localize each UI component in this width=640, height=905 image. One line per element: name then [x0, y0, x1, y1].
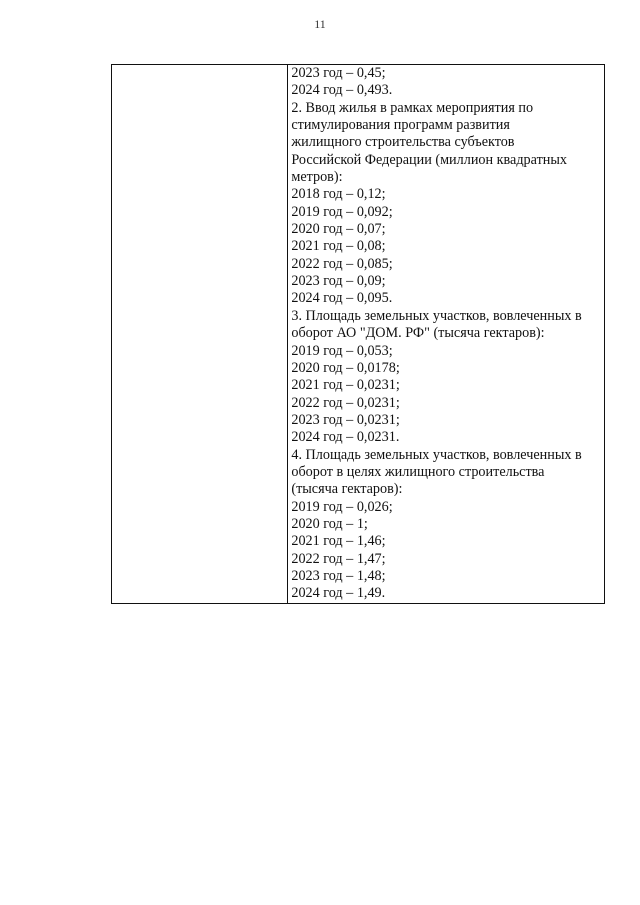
table-text-line: 2024 год – 0,493. — [291, 82, 393, 99]
table-text-line: 2024 год – 0,095. — [291, 290, 393, 307]
table-text-line: 2022 год – 0,085; — [291, 255, 393, 272]
table-cell-right — [288, 65, 605, 604]
table-text-line: 2024 год – 0,0231. — [291, 429, 400, 446]
table-text-line: 2024 год – 1,49. — [291, 585, 386, 602]
indicator-table — [111, 64, 605, 604]
table-text-line: 2019 год – 0,026; — [291, 498, 393, 515]
table-text-line: 3. Площадь земельных участков, вовлеченных в — [291, 307, 582, 324]
table-text-line: 2023 год – 0,45; — [291, 65, 386, 81]
table-text-line: 2023 год – 1,48; — [291, 567, 386, 584]
table-text-line: 2019 год – 0,092; — [291, 203, 393, 220]
table-text-line: 2022 год – 1,47; — [291, 550, 386, 567]
table-text-line: стимулирования программ развития — [291, 117, 510, 134]
table-text-line: оборот АО "ДОМ. РФ" (тысяча гектаров): — [291, 325, 545, 342]
indicator-values-text — [288, 65, 604, 603]
table-text-line: жилищного строительства субъектов — [291, 134, 515, 151]
table-text-line: 2020 год – 0,07; — [291, 221, 386, 238]
table-text-line: 2021 год – 0,0231; — [291, 377, 400, 394]
table-text-line: 2020 год – 0,0178; — [291, 359, 400, 376]
table-text-line: оборот в целях жилищного строительства — [291, 463, 545, 480]
table-text-line: 4. Площадь земельных участков, вовлеченных в — [291, 446, 582, 463]
page-number: 11 — [314, 17, 326, 31]
table-text-line: 2018 год – 0,12; — [291, 186, 386, 203]
table-text-line: 2023 год – 0,0231; — [291, 411, 400, 428]
table-text-line: 2. Ввод жилья в рамках мероприятия по — [291, 99, 534, 116]
table-cell-left — [112, 65, 288, 604]
table-text-line: 2023 год – 0,09; — [291, 273, 386, 290]
table-row — [112, 65, 605, 604]
table-text-line: метров): — [291, 169, 343, 186]
table-text-line: 2021 год – 0,08; — [291, 238, 386, 255]
table-text-line: 2021 год – 1,46; — [291, 533, 386, 550]
table-text-line: (тысяча гектаров): — [291, 481, 403, 498]
table-text-line: 2020 год – 1; — [291, 515, 368, 532]
table-text-line: 2022 год – 0,0231; — [291, 394, 400, 411]
table-text-line: Российской Федерации (миллион квадратных — [291, 151, 568, 168]
table-text-line: 2019 год – 0,053; — [291, 342, 393, 359]
